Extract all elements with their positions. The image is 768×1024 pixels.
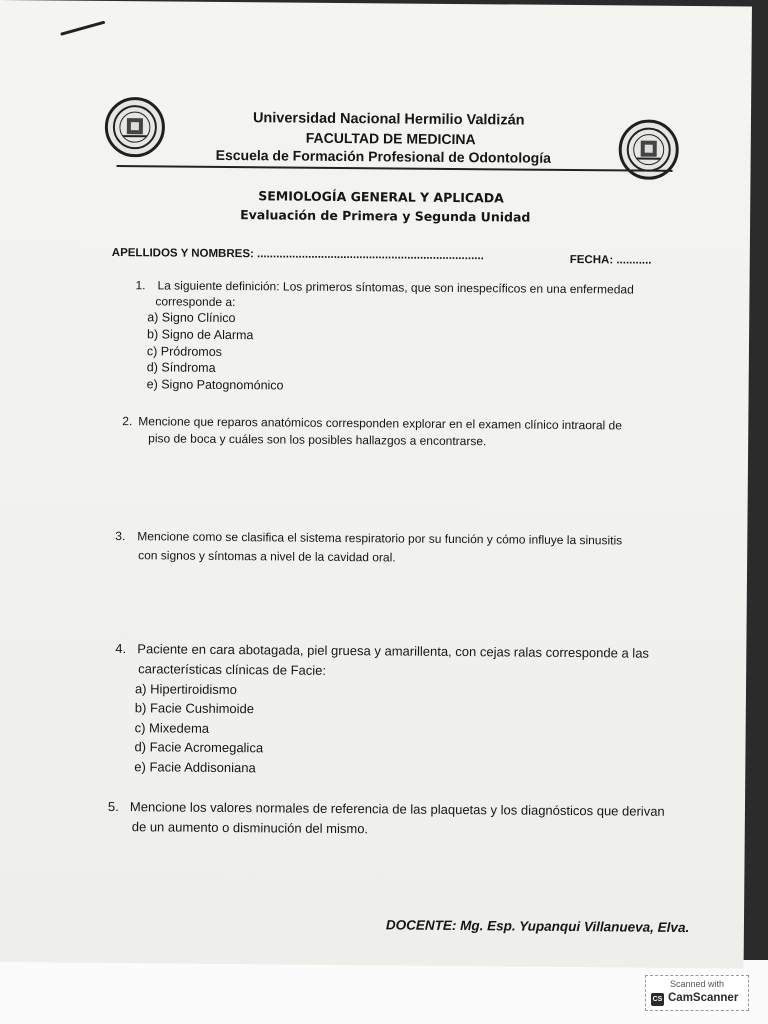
- question-text-cont: con signos y síntomas a nivel de la cavidad oral.: [138, 548, 396, 565]
- student-name-field[interactable]: APELLIDOS Y NOMBRES: .......................................................................: [111, 246, 484, 263]
- question-number: 2.: [122, 414, 133, 429]
- option: e) Signo Patognomónico: [146, 377, 284, 393]
- question-text: La siguiente definición: Los primeros síntomas, que son inespecíficos en una enfermedad: [157, 278, 634, 297]
- evaluation-title: Evaluación de Primera y Segunda Unidad: [240, 207, 531, 225]
- question-number: 4.: [115, 641, 127, 657]
- question-text-cont: de un aumento o disminución del mismo.: [131, 819, 369, 837]
- question-text: Paciente en cara abotagada, piel gruesa y amarillenta, con cejas ralas corresponde a las: [137, 641, 650, 661]
- option: d) Facie Acromegalica: [134, 739, 264, 756]
- option: e) Facie Addisoniana: [134, 759, 256, 776]
- teacher-signature: DOCENTE: Mg. Esp. Yupanqui Villanueva, Elva.: [385, 917, 690, 936]
- faculty-name: FACULTAD DE MEDICINA: [305, 129, 476, 148]
- header-divider: [117, 165, 673, 172]
- option: d) Síndroma: [146, 360, 216, 375]
- question-3: [115, 528, 622, 549]
- school-name: Escuela de Formación Profesional de Odontología: [215, 146, 552, 166]
- question-number: 5.: [107, 798, 119, 815]
- question-number: 3.: [115, 529, 126, 544]
- question-number: 1.: [135, 278, 146, 293]
- option: a) Hipertiroidismo: [134, 681, 237, 698]
- question-text: Mencione como se clasifica el sistema respiratorio por su función y cómo influye la sinusitis: [137, 529, 623, 548]
- date-field[interactable]: FECHA: ...........: [569, 253, 652, 267]
- option: b) Facie Cushimoide: [134, 700, 255, 717]
- option: c) Pródromos: [146, 344, 223, 359]
- course-title: SEMIOLOGÍA GENERAL Y APLICADA: [258, 188, 504, 206]
- watermark-brand: CamScanner: [668, 992, 739, 1004]
- university-name: Universidad Nacional Hermilio Valdizán: [252, 110, 525, 129]
- seal-emblem-icon: [625, 125, 673, 173]
- option: b) Signo de Alarma: [147, 327, 254, 343]
- pen-mark: [60, 21, 105, 36]
- seal-emblem-icon: [111, 103, 159, 151]
- question-text-cont: características clínicas de Facie:: [138, 661, 327, 678]
- camscanner-logo-icon: CS: [651, 993, 664, 1006]
- option: c) Mixedema: [134, 720, 210, 736]
- question-text-cont: corresponde a:: [155, 294, 236, 310]
- camscanner-watermark: [645, 975, 749, 1011]
- option: a) Signo Clínico: [147, 310, 236, 326]
- question-text-cont: piso de boca y cuáles son los posibles hallazgos a encontrarse.: [148, 431, 487, 449]
- question-text: Mencione los valores normales de referencia de las plaquetas y los diagnósticos que derivan: [129, 799, 665, 819]
- university-seal-left: [105, 97, 166, 158]
- question-text: Mencione que reparos anatómicos corresponden explorar en el examen clínico intraoral de: [138, 414, 622, 433]
- watermark-caption: Scanned with: [669, 979, 725, 989]
